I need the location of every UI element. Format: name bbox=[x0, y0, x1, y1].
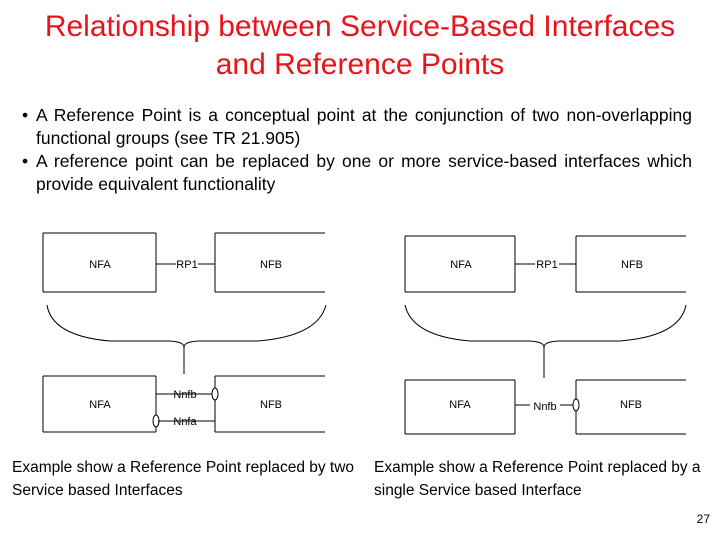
bullet-text: A reference point can be replaced by one or more service-based interfaces which provide equivalent functionality bbox=[36, 151, 692, 194]
left-top-nfa-box bbox=[43, 233, 156, 292]
left-curly-brace bbox=[47, 305, 326, 347]
right-bottom-nfa-box bbox=[405, 380, 515, 434]
right-bottom-nfa-label: NFA bbox=[449, 399, 471, 411]
right-bottom-nfb-label: NFB bbox=[620, 399, 642, 411]
right-diagram bbox=[405, 236, 686, 434]
slide-title-line-1: Relationship between Service-Based Interfaces bbox=[44, 10, 676, 43]
right-top-nfa-label: NFA bbox=[450, 259, 472, 271]
left-top-nfa-label: NFA bbox=[89, 259, 111, 271]
left-bottom-nfa-label: NFA bbox=[89, 399, 111, 411]
right-nnfb-label: Nnfb bbox=[533, 401, 557, 413]
left-bottom-nfb-box bbox=[215, 376, 325, 432]
caption-right: Example show a Reference Point replaced by a single Service based Interface bbox=[374, 459, 701, 499]
left-bottom-nfb-label: NFB bbox=[260, 399, 282, 411]
left-nnfa-label: Nnfa bbox=[173, 416, 197, 428]
page-number: 27 bbox=[696, 512, 710, 526]
right-curly-brace bbox=[405, 305, 686, 347]
slide-title-line-2: and Reference Points bbox=[215, 48, 505, 81]
left-bottom-nfa-box bbox=[43, 376, 156, 432]
right-nnfb-service-icon bbox=[573, 399, 579, 411]
left-diagram bbox=[43, 233, 326, 432]
left-top-nfb-label: NFB bbox=[260, 259, 282, 271]
left-rp1-label: RP1 bbox=[176, 259, 198, 271]
left-nnfb-service-icon bbox=[212, 388, 218, 400]
right-top-nfa-box bbox=[405, 236, 515, 292]
left-top-nfb-box bbox=[215, 233, 325, 292]
right-top-nfb-label: NFB bbox=[621, 259, 643, 271]
right-top-nfb-box bbox=[576, 236, 686, 292]
right-bottom-nfb-box bbox=[576, 380, 686, 434]
bullet-text: A Reference Point is a conceptual point at the conjunction of two non-overlapping functional groups (see TR 21.905) bbox=[36, 105, 692, 148]
left-nnfb-label: Nnfb bbox=[173, 389, 197, 401]
caption-left: Example show a Reference Point replaced by two Service based Interfaces bbox=[12, 459, 355, 499]
right-rp1-label: RP1 bbox=[536, 259, 558, 271]
